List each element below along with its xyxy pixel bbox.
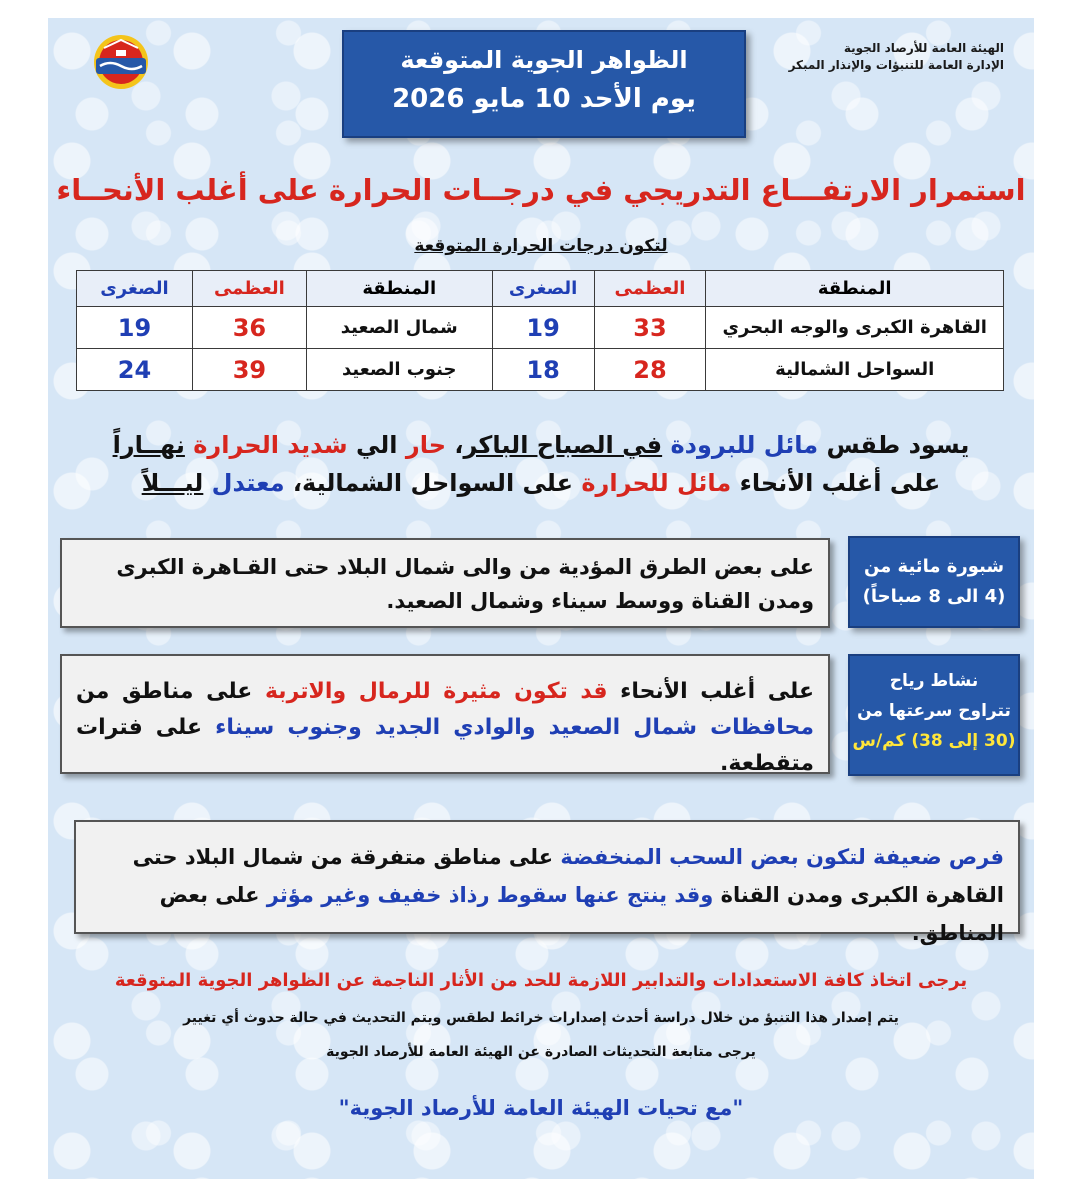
- wind-text: على أغلب الأنحاء: [607, 679, 814, 704]
- fog-time: (4 الى 8 صباحاً): [862, 586, 1006, 607]
- cloud-highlight: وقد ينتج عنها سقوط رذاذ خفيف وغير مؤثر: [266, 883, 714, 907]
- weather-text: على أغلب الأنحاء: [731, 469, 941, 497]
- region-cell: السواحل الشمالية: [706, 349, 1004, 391]
- min-temp-cell: 24: [77, 349, 193, 391]
- cloud-text: على مناطق متفرقة من شمال البلاد حتى القاهرة الكبرى ومدن القناة: [132, 845, 1004, 907]
- temperature-table: [76, 270, 1004, 391]
- weather-text: [203, 469, 211, 497]
- weather-underlined: نهــاراً: [112, 431, 185, 459]
- table-row: [77, 307, 1004, 349]
- wind-label-box: [848, 654, 1020, 776]
- header-region: المنطقة: [306, 271, 492, 307]
- org-department: الإدارة العامة للتنبؤات والإنذار المبكر: [788, 58, 1004, 72]
- forecast-note: يتم إصدار هذا التنبؤ من خلال دراسة أحدث إصدارات خرائط لطقس ويتم التحديث في حالة حدوث أي تغيير: [183, 1010, 899, 1026]
- wind-subtitle: تتراوح سرعتها من: [857, 701, 1011, 721]
- weather-text: على السواحل الشمالية،: [284, 469, 582, 497]
- weather-text: [185, 431, 193, 459]
- wind-speed: (30 إلى 38) كم/س: [852, 731, 1016, 751]
- weather-underlined: ليـــلاً: [141, 469, 204, 497]
- fog-description-box: على بعض الطرق المؤدية من والى شمال البلاد حتى القـاهرة الكبرى ومدن القناة ووسط سيناء وشمال الصعيد.: [60, 538, 830, 628]
- bulletin-title: الظواهر الجوية المتوقعة: [400, 46, 688, 74]
- table-caption: لتكون درجات الحرارة المتوقعة: [414, 236, 668, 256]
- max-temp-cell: 28: [594, 349, 706, 391]
- greeting: "مع تحيات الهيئة العامة للأرصاد الجوية": [338, 1096, 744, 1120]
- warning-note: يرجى اتخاذ كافة الاستعدادات والتدابير اللازمة للحد من الأثار الناجمة عن الظواهر الجوية المتوقعة: [114, 970, 968, 991]
- fog-title: شبورة مائية من: [863, 556, 1005, 577]
- table-row: [77, 349, 1004, 391]
- weather-text: الي: [347, 431, 406, 459]
- weather-summary: [48, 426, 1034, 502]
- weather-highlight: معتدل: [211, 469, 285, 497]
- min-temp-cell: 19: [492, 307, 594, 349]
- wind-highlight: محافظات شمال الصعيد والوادي الجديد وجنوب سيناء: [215, 715, 815, 740]
- weather-line-1: [48, 426, 1034, 464]
- header-min: الصغرى: [77, 271, 193, 307]
- header-min: الصغرى: [492, 271, 594, 307]
- wind-title: نشاط رياح: [889, 671, 979, 691]
- min-temp-cell: 19: [77, 307, 193, 349]
- wind-text: على فترات متقطعة.: [76, 715, 814, 776]
- cloud-text: على بعض المناطق.: [159, 883, 1004, 945]
- weather-highlight: مائل للحرارة: [581, 469, 732, 497]
- fog-label-box: [848, 536, 1020, 628]
- max-temp-cell: 36: [192, 307, 306, 349]
- region-cell: القاهرة الكبرى والوجه البحري: [706, 307, 1004, 349]
- bulletin-page: [48, 18, 1034, 1179]
- region-cell: جنوب الصعيد: [306, 349, 492, 391]
- title-box: [342, 30, 746, 138]
- wind-highlight: قد تكون مثيرة للرمال والاتربة: [264, 679, 608, 704]
- weather-highlight: مائل للبرودة: [670, 431, 819, 459]
- weather-text: يسود طقس: [818, 431, 970, 459]
- weather-underlined: في الصباح الباكر: [463, 431, 663, 459]
- organization-header: [764, 40, 1004, 74]
- header-max: العظمى: [192, 271, 306, 307]
- cloud-highlight: فرص ضعيفة لتكون بعض السحب المنخفضة: [560, 845, 1004, 869]
- header-region: المنطقة: [706, 271, 1004, 307]
- max-temp-cell: 33: [594, 307, 706, 349]
- cloud-description-box: [74, 820, 1020, 945]
- weather-highlight: حار: [405, 431, 446, 459]
- org-name: الهيئة العامة للأرصاد الجوية: [843, 41, 1004, 55]
- table-header-row: [77, 271, 1004, 307]
- weather-line-2: [48, 464, 1034, 502]
- max-temp-cell: 39: [192, 349, 306, 391]
- wind-text: على مناطق من: [76, 679, 265, 704]
- region-cell: شمال الصعيد: [306, 307, 492, 349]
- min-temp-cell: 18: [492, 349, 594, 391]
- follow-updates-note: يرجى متابعة التحديثات الصادرة عن الهيئة العامة للأرصاد الجوية: [326, 1044, 756, 1060]
- weather-text: ،: [446, 431, 464, 459]
- ema-logo-icon: [86, 32, 156, 94]
- header-max: العظمى: [594, 271, 706, 307]
- bulletin-date: يوم الأحد 10 مايو 2026: [392, 84, 696, 114]
- weather-highlight: شديد الحرارة: [193, 431, 348, 459]
- wind-description-box: [60, 654, 830, 774]
- headline: استمرار الارتفـــاع التدريجي في درجــات الحرارة على أغلب الأنحــاء: [56, 173, 1026, 207]
